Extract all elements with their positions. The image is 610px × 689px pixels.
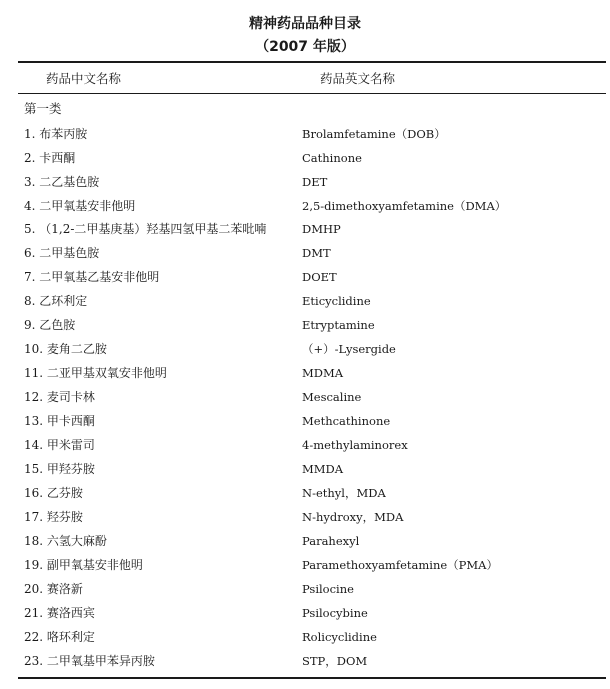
chinese-name-cell: 2. 卡西酮 [24, 150, 76, 165]
english-name-cell: MMDA [302, 462, 344, 477]
table-row [0, 508, 610, 532]
english-name-cell: （+）-Lysergide [302, 342, 396, 357]
table-row [0, 484, 610, 508]
english-name-cell: 4-methylaminorex [302, 438, 408, 453]
english-name-cell: Psilocybine [302, 605, 368, 620]
chinese-name-cell: 20. 赛洛新 [24, 582, 83, 596]
chinese-name-cell: 17. 羟芬胺 [24, 510, 83, 525]
chinese-name-cell: 22. 咯环利定 [24, 629, 95, 644]
table-row [0, 149, 610, 173]
category-label: 第一类 [24, 101, 62, 116]
table-row [0, 340, 610, 364]
drug-table-body [0, 125, 610, 676]
english-name-cell: Parahexyl [302, 534, 360, 549]
page-title: 精神药品品种目录 [249, 16, 361, 32]
table-row [0, 244, 610, 268]
table-row [0, 436, 610, 460]
english-name-cell: Eticyclidine [302, 294, 371, 309]
table-row [0, 364, 610, 388]
english-name-cell: Paramethoxyamfetamine（PMA） [302, 558, 498, 573]
table-row [0, 388, 610, 412]
chinese-name-cell: 9. 乙色胺 [24, 318, 76, 333]
chinese-name-cell: 14. 甲米雷司 [24, 438, 95, 453]
english-name-cell: Brolamfetamine（DOB） [302, 126, 446, 141]
english-name-cell: N-hydroxy，MDA [302, 510, 404, 525]
english-name-cell: N-ethyl，MDA [302, 486, 386, 501]
chinese-name-cell: 16. 乙芬胺 [24, 486, 83, 501]
chinese-name-cell: 10. 麦角二乙胺 [24, 342, 107, 357]
table-row [0, 268, 610, 292]
chinese-name-cell: 23. 二甲氧基甲苯异丙胺 [24, 653, 155, 668]
chinese-name-cell: 19. 副甲氧基安非他明 [24, 558, 143, 573]
table-row [0, 197, 610, 221]
english-name-cell: 2,5-dimethoxyamfetamine（DMA） [302, 198, 507, 213]
chinese-name-cell: 11. 二亚甲基双氧安非他明 [24, 366, 167, 381]
table-row [0, 628, 610, 652]
english-name-cell: MDMA [302, 366, 344, 381]
table-row [0, 220, 610, 244]
table-row [0, 532, 610, 556]
table-row [0, 604, 610, 628]
table-top-rule [18, 61, 606, 63]
chinese-name-cell: 4. 二甲氧基安非他明 [24, 198, 136, 213]
english-name-cell: Psilocine [302, 582, 354, 596]
english-name-cell: DMHP [302, 222, 341, 237]
english-name-cell: Rolicyclidine [302, 629, 377, 644]
table-row [0, 652, 610, 676]
english-name-cell: DET [302, 174, 328, 189]
chinese-name-cell: 15. 甲羟芬胺 [24, 462, 95, 477]
english-name-cell: DMT [302, 246, 331, 261]
table-row [0, 556, 610, 580]
column-header-chinese-name: 药品中文名称 [46, 71, 122, 86]
english-name-cell: Cathinone [302, 150, 362, 165]
table-row [0, 460, 610, 484]
english-name-cell: DOET [302, 270, 337, 285]
table-row [0, 125, 610, 149]
chinese-name-cell: 18. 六氢大麻酚 [24, 534, 107, 549]
table-row [0, 316, 610, 340]
chinese-name-cell: 12. 麦司卡林 [24, 390, 95, 405]
chinese-name-cell: 8. 乙环利定 [24, 294, 88, 309]
table-row [0, 580, 610, 604]
english-name-cell: Etryptamine [302, 318, 375, 333]
chinese-name-cell: 21. 赛洛西宾 [24, 605, 95, 620]
column-header-english-name: 药品英文名称 [320, 71, 396, 86]
table-row [0, 292, 610, 316]
chinese-name-cell: 6. 二甲基色胺 [24, 246, 100, 261]
english-name-cell: STP，DOM [302, 653, 368, 668]
english-name-cell: Methcathinone [302, 414, 391, 429]
chinese-name-cell: 7. 二甲氧基乙基安非他明 [24, 270, 160, 285]
chinese-name-cell: 1. 布苯丙胺 [24, 126, 88, 141]
table-header-rule [18, 93, 606, 94]
chinese-name-cell: 13. 甲卡西酮 [24, 414, 95, 429]
chinese-name-cell: 5. （1,2-二甲基庚基）羟基四氢甲基二苯吡喃 [24, 222, 267, 237]
table-bottom-rule [18, 677, 606, 679]
chinese-name-cell: 3. 二乙基色胺 [24, 174, 100, 189]
page-subtitle: （2007 年版） [255, 39, 355, 55]
english-name-cell: Mescaline [302, 390, 362, 405]
table-row [0, 412, 610, 436]
table-row [0, 173, 610, 197]
